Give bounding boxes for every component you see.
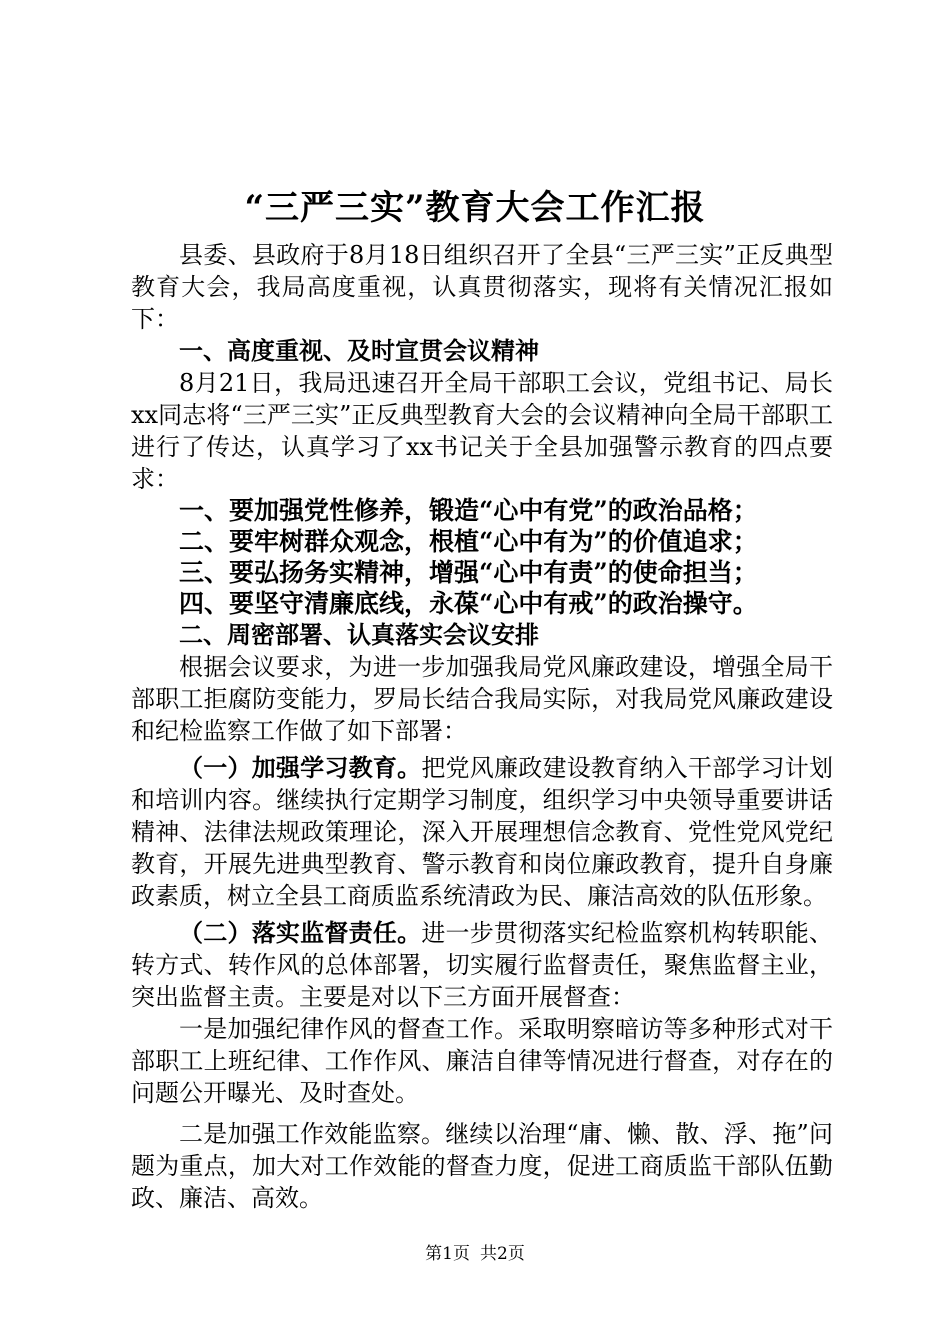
subsection-text-1: 把党风廉政建设教育纳入干部学习计划和培训内容。继续执行定期学习制度，组织学习中央领导重要讲话精神、法律法规政策理论，深入开展理想信念教育、党性党风党纪教育，开展先进典型教育、警示教育和岗位廉政教育，提升自身廉政素质，树立全县工商质监系统清政为民、廉洁高效的队伍形象。 [131, 754, 834, 910]
subsection-lead-1: （一）加强学习教育。 [179, 753, 422, 782]
efficiency-paragraph: 二是加强工作效能监察。继续以治理“庸、懒、散、浮、拖”问题为重点，加大对工作效能的督查力度，促进工商质监干部队伍勤政、廉洁、高效。 [131, 1120, 833, 1212]
deployment-paragraph: 根据会议要求，为进一步加强我局党风廉政建设，增强全局干部职工拒腐防变能力，罗局长结合我局实际，对我局党风廉政建设和纪检监察工作做了如下部署： [131, 653, 833, 745]
page-footer [0, 1243, 950, 1265]
subsection-supervision [131, 917, 833, 1013]
requirement-3: 三、要弘扬务实精神，增强“心中有责”的使命担当； [179, 558, 758, 587]
section-heading-2: 二、周密部署、认真落实会议安排 [179, 620, 539, 649]
discipline-paragraph: 一是加强纪律作风的督查工作。采取明察暗访等多种形式对干部职工上班纪律、工作作风、廉洁自律等情况进行督查，对存在的问题公开曝光、及时查处。 [131, 1015, 833, 1107]
requirement-1: 一、要加强党性修养，锻造“心中有党”的政治品格； [179, 496, 758, 525]
meeting-paragraph: 8月21日，我局迅速召开全局干部职工会议，党组书记、局长xx同志将“三严三实”正反典型教育大会的会议精神向全局干部职工进行了传达，认真学习了xx书记关于全县加强警示教育的四点要求： [131, 369, 833, 493]
section-heading-1: 一、高度重视、及时宣贯会议精神 [179, 336, 539, 365]
document-title: “三严三实”教育大会工作汇报 [244, 188, 706, 228]
subsection-lead-2: （二）落实监督责任。 [179, 918, 422, 947]
subsection-text-2: 进一步贯彻落实纪检监察机构转职能、转方式、转作风的总体部署，切实履行监督责任，聚焦监督主业，突出监督主责。主要是对以下三方面开展督查： [131, 919, 834, 1011]
intro-paragraph: 县委、县政府于8月18日组织召开了全县“三严三实”正反典型教育大会，我局高度重视，认真贯彻落实，现将有关情况汇报如下： [131, 241, 833, 333]
page-number: 第1页 [425, 1244, 470, 1264]
page-count: 共2页 [480, 1244, 525, 1264]
document-body [131, 239, 833, 1214]
subsection-study-education [131, 752, 833, 912]
requirement-2: 二、要牢树群众观念，根植“心中有为”的价值追求； [179, 527, 758, 556]
requirement-4: 四、要坚守清廉底线，永葆“心中有戒”的政治操守。 [179, 589, 758, 618]
